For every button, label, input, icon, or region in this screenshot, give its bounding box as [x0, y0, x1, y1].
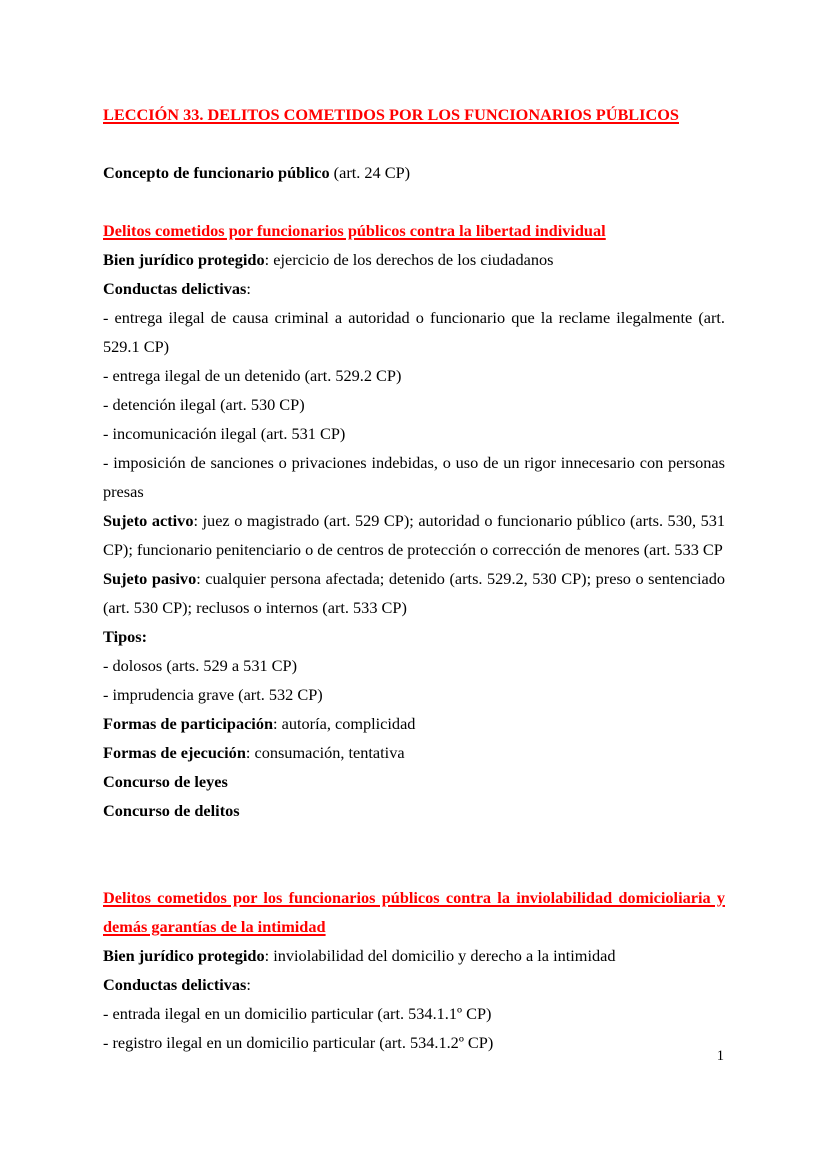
conductas-label: Conductas delictivas: [103, 279, 247, 298]
conductas-colon: :: [246, 975, 251, 994]
sujeto-pasivo-label: Sujeto pasivo: [103, 569, 197, 588]
bien-juridico-value: : inviolabilidad del domicilio y derecho a la intimidad: [264, 946, 616, 965]
page-title-text: LECCIÓN 33. DELITOS COMETIDOS POR LOS FUNCIONARIOS PÚBLICOS: [103, 105, 679, 124]
section-1-concurso-leyes: [103, 767, 725, 796]
sujeto-activo-label: Sujeto activo: [103, 511, 194, 530]
spacer: [103, 187, 725, 216]
document-content: [103, 100, 725, 1057]
section-1-heading-text: Delitos cometidos por funcionarios públicos contra la libertad individual: [103, 221, 606, 240]
bien-juridico-label: Bien jurídico protegido: [103, 946, 265, 965]
list-item: - imprudencia grave (art. 532 CP): [103, 685, 323, 704]
formas-ejecucion-value: : consumación, tentativa: [245, 743, 405, 762]
spacer: [103, 129, 725, 158]
list-item: - incomunicación ilegal (art. 531 CP): [103, 424, 346, 443]
tipos-label: Tipos:: [103, 627, 148, 646]
conductas-colon: :: [246, 279, 251, 298]
section-2-heading-text: Delitos cometidos por los funcionarios públicos contra la inviolabilidad domicioliaria y demás garantías de la intimidad: [103, 888, 725, 936]
section-2-heading: [103, 883, 725, 941]
concepto-label: Concepto de funcionario público: [103, 163, 330, 182]
bien-juridico-value: : ejercicio de los derechos de los ciudadanos: [264, 250, 554, 269]
spacer: [103, 854, 725, 883]
page-number: 1: [716, 1048, 724, 1064]
list-item: - imposición de sanciones o privaciones indebidas, o uso de un rigor innecesario con personas presas: [103, 453, 725, 501]
page-title: [103, 100, 725, 129]
section-1-heading: [103, 216, 725, 245]
sujeto-pasivo-value: : cualquier persona afectada; detenido (arts. 529.2, 530 CP); preso o sentenciado (art. 530 CP); reclusos o internos (art. 533 CP): [103, 569, 726, 617]
section-1-sujeto-pasivo: [103, 564, 725, 622]
section-1-formas-ejecucion: [103, 738, 725, 767]
list-item: - entrega ilegal de causa criminal a autoridad o funcionario que la reclame ilegalmente (art. 529.1 CP): [103, 308, 725, 356]
section-1-conductas-label: [103, 274, 725, 303]
spacer: [103, 825, 725, 854]
section-1-sujeto-activo: [103, 506, 725, 564]
section-1-bien-juridico: [103, 245, 725, 274]
formas-ejecucion-label: Formas de ejecución: [103, 743, 246, 762]
concepto-line: [103, 158, 725, 187]
list-item: - entrega ilegal de un detenido (art. 529.2 CP): [103, 366, 402, 385]
bien-juridico-label: Bien jurídico protegido: [103, 250, 265, 269]
list-item: - entrada ilegal en un domicilio particular (art. 534.1.1º CP): [103, 1004, 492, 1023]
sujeto-activo-value: : juez o magistrado (art. 529 CP); autoridad o funcionario público (arts. 530, 531 CP); funcionario penitenciario o de centros de protección o corrección de menores (art. 533 CP: [103, 511, 726, 559]
concepto-rest: (art. 24 CP): [329, 163, 411, 182]
section-2-conductas-label: [103, 970, 725, 999]
list-item: - detención ilegal (art. 530 CP): [103, 395, 305, 414]
formas-participacion-value: : autoría, complicidad: [273, 714, 416, 733]
section-2-bien-juridico: [103, 941, 725, 970]
section-1-formas-participacion: [103, 709, 725, 738]
concurso-delitos-label: Concurso de delitos: [103, 801, 240, 820]
concurso-leyes-label: Concurso de leyes: [103, 772, 228, 791]
conductas-label: Conductas delictivas: [103, 975, 247, 994]
list-item: - dolosos (arts. 529 a 531 CP): [103, 656, 298, 675]
section-1-concurso-delitos: [103, 796, 725, 825]
formas-participacion-label: Formas de participación: [103, 714, 274, 733]
list-item: - registro ilegal en un domicilio particular (art. 534.1.2º CP): [103, 1033, 494, 1052]
section-1-tipos-label: [103, 622, 725, 651]
